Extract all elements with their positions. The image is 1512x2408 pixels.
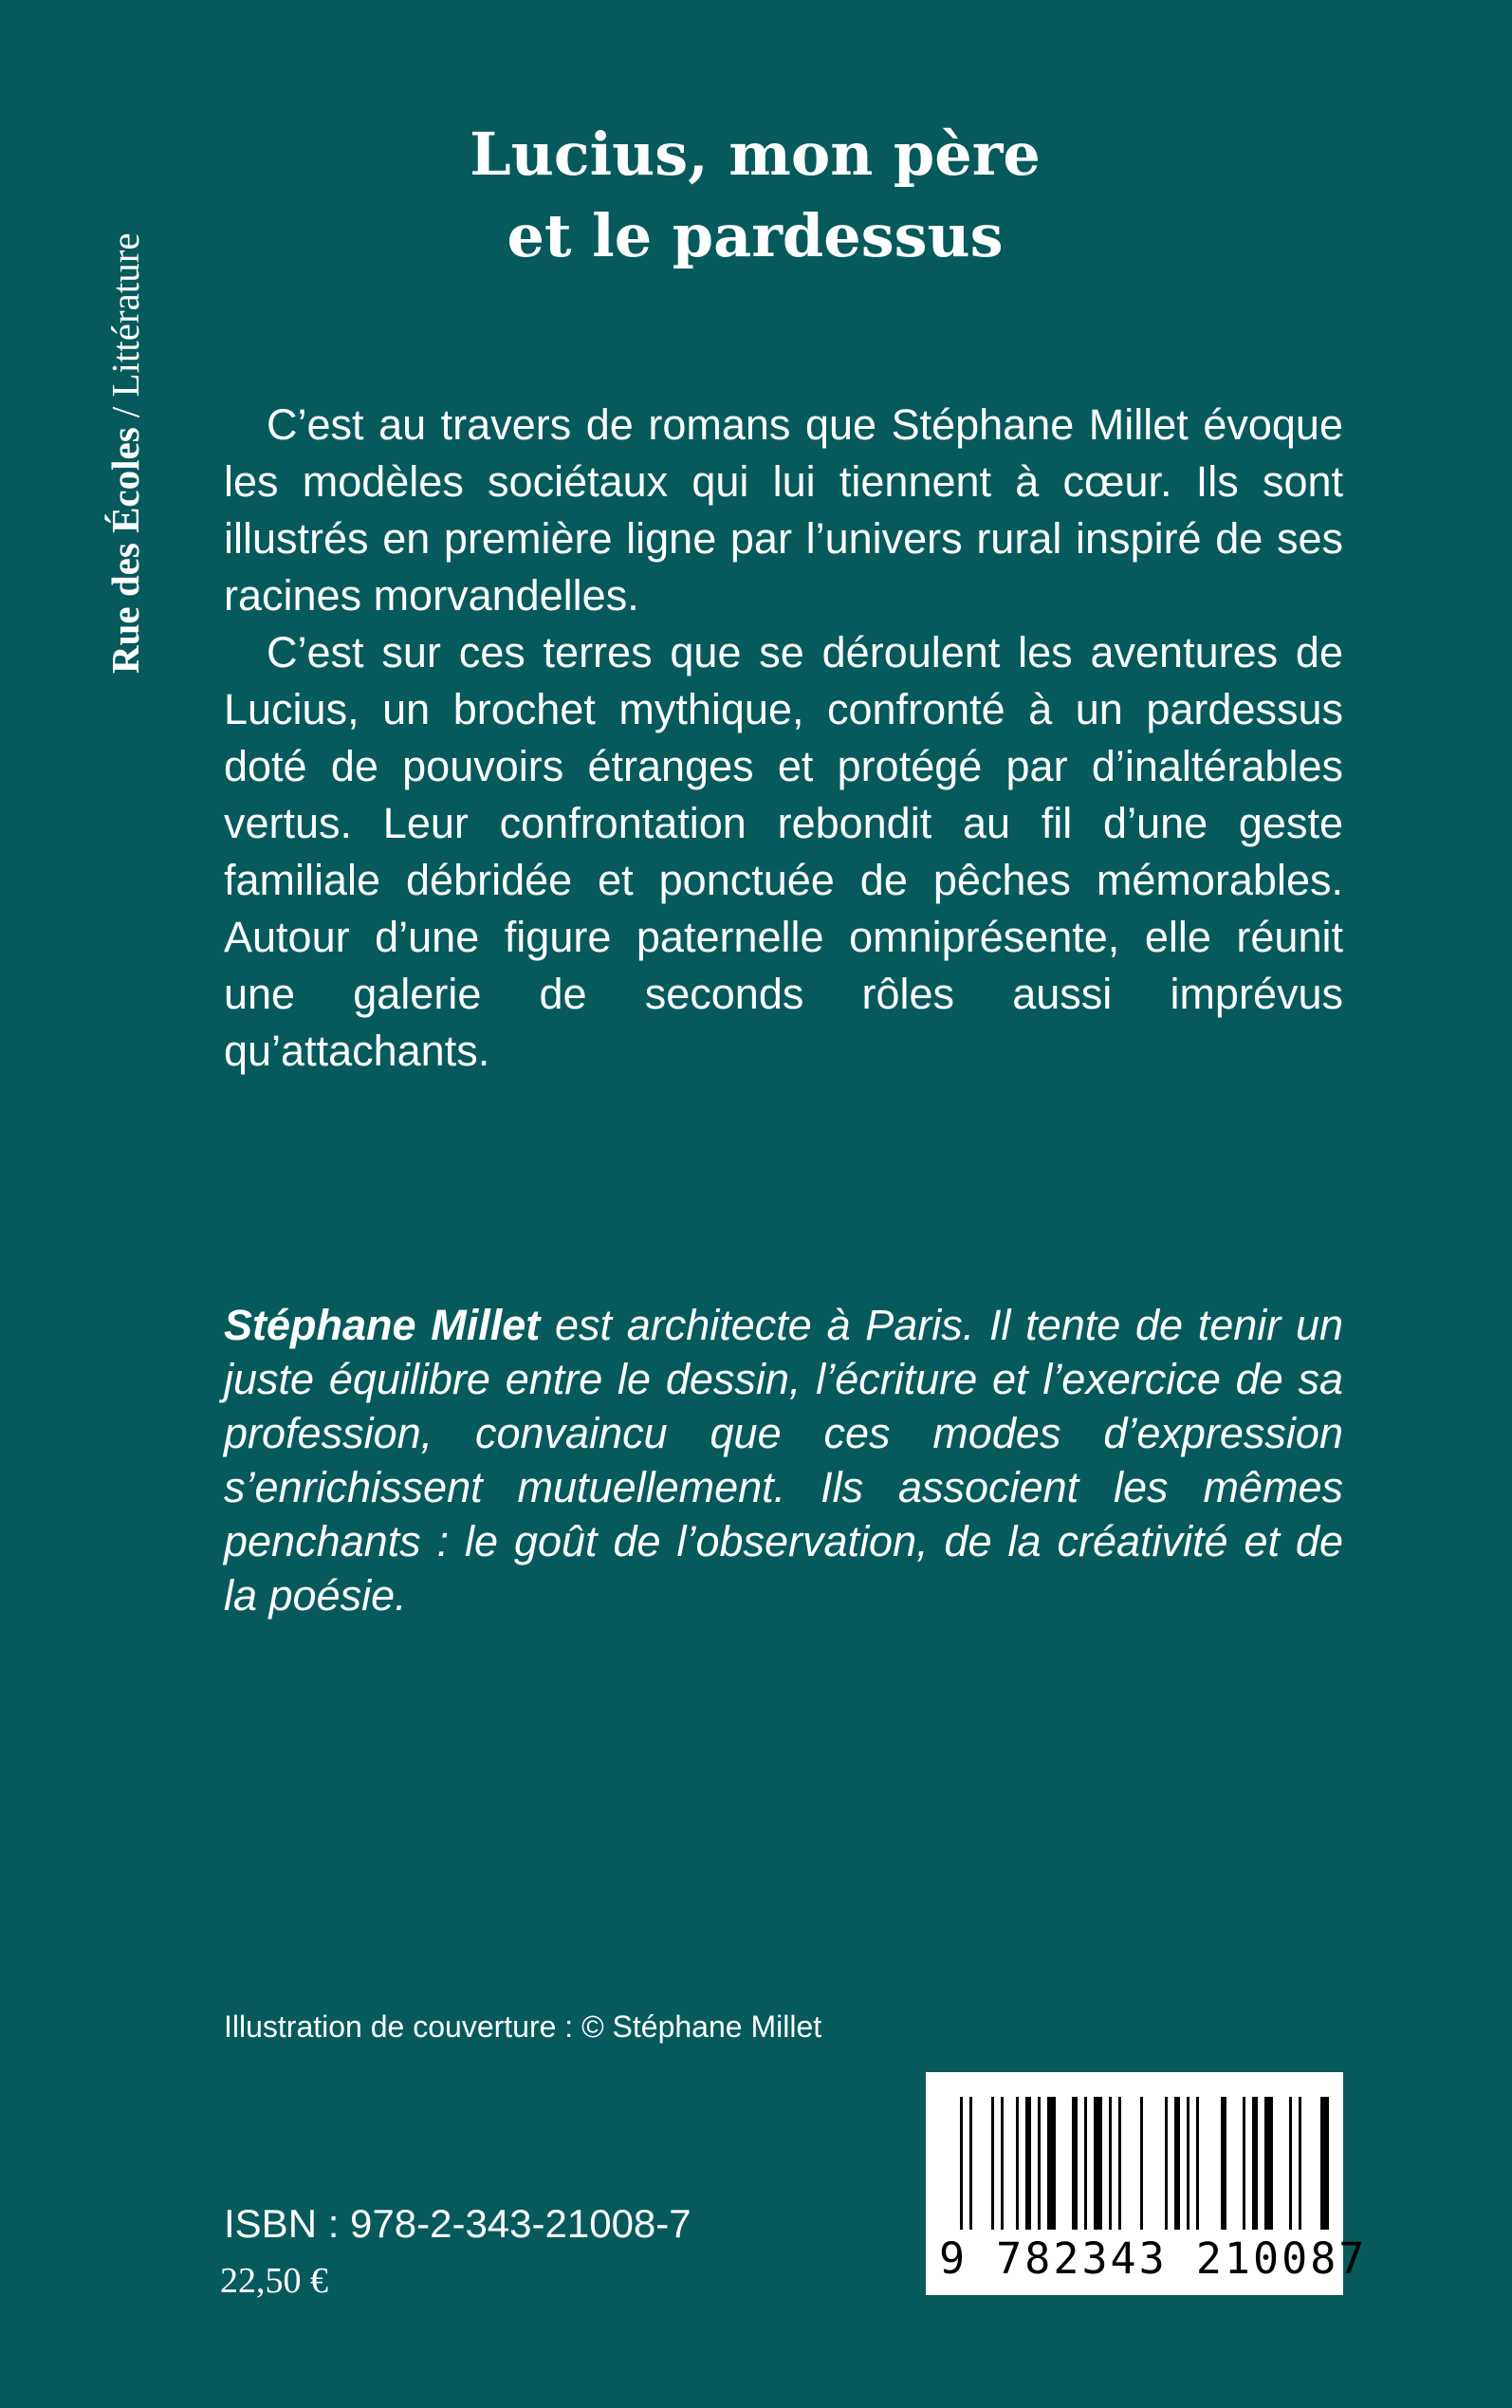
title-line-1: Lucius, mon père xyxy=(470,120,1041,189)
barcode-bar xyxy=(1047,2097,1056,2230)
barcode-bar xyxy=(1299,2097,1301,2230)
barcode-bar xyxy=(1001,2097,1004,2230)
series-category: Littérature xyxy=(103,232,147,398)
barcode-bar xyxy=(1109,2097,1112,2230)
barcode-bar xyxy=(1140,2097,1143,2230)
title-line-2: et le pardessus xyxy=(507,201,1004,270)
spine-separator: / xyxy=(103,397,147,428)
isbn: ISBN : 978-2-343-21008-7 xyxy=(224,2201,691,2246)
book-summary xyxy=(224,397,1343,1080)
barcode-bar xyxy=(1174,2097,1180,2230)
barcode-bar xyxy=(1320,2097,1329,2230)
barcode xyxy=(926,2072,1368,2295)
summary-paragraph: C’est au travers de romans que Stéphane Millet évoque les modèles sociétaux qui lui tiennent à cœur. Ils sont illustrés en première ligne par l’univers rural inspiré de ses racines morvandelles. xyxy=(224,400,1343,620)
barcode-bar xyxy=(1038,2097,1041,2230)
barcode-bar xyxy=(1264,2097,1273,2230)
barcode-bar xyxy=(1025,2097,1031,2230)
barcode-digits: 9 782343 210087 xyxy=(939,2233,1368,2284)
barcode-bar xyxy=(1118,2097,1121,2230)
barcode-bar xyxy=(1072,2097,1078,2230)
barcode-bar xyxy=(1221,2097,1226,2230)
series-name: Rue des Écoles xyxy=(103,427,147,674)
barcode-bar xyxy=(1165,2097,1168,2230)
barcode-bar xyxy=(1252,2097,1258,2230)
barcode-bar xyxy=(991,2097,994,2230)
barcode-bar xyxy=(1289,2097,1292,2230)
barcode-bar xyxy=(1187,2097,1189,2230)
barcode-bar xyxy=(1094,2097,1102,2230)
barcode-bar xyxy=(1196,2097,1199,2230)
price: 22,50 € xyxy=(220,2261,328,2301)
barcode-bar xyxy=(1016,2097,1019,2230)
illustration-credit: Illustration de couverture : © Stéphane Millet xyxy=(224,2010,822,2044)
summary-paragraph: C’est sur ces terres que se déroulent les aventures de Lucius, un brochet mythique, confronté à un pardessus doté de pouvoirs étranges et protégé par d’inaltérables vertus. Leur confrontation rebondit au fil d’une geste familiale débridée et ponctuée de pêches mémorables. Autour d’une figure paternelle omniprésente, elle réunit une galerie de seconds rôles aussi imprévus qu’attachants. xyxy=(224,628,1343,1075)
barcode-bar xyxy=(1084,2097,1087,2230)
barcode-bar xyxy=(960,2097,963,2230)
barcode-bar xyxy=(969,2097,972,2230)
author-bio xyxy=(224,1298,1343,1622)
author-name: Stéphane Millet xyxy=(224,1301,541,1349)
barcode-bar xyxy=(1243,2097,1245,2230)
author-bio-text: est architecte à Paris. Il tente de tenir un juste équilibre entre le dessin, l’écriture et l’exercice de sa profession, convaincu que ces modes d’expression s’enrichissent mutuellement. Ils associent les mêmes penchants : le goût de l’observation, de la créativité et de la poésie. xyxy=(224,1301,1343,1620)
spine-label xyxy=(97,114,154,674)
book-title xyxy=(224,114,1286,277)
